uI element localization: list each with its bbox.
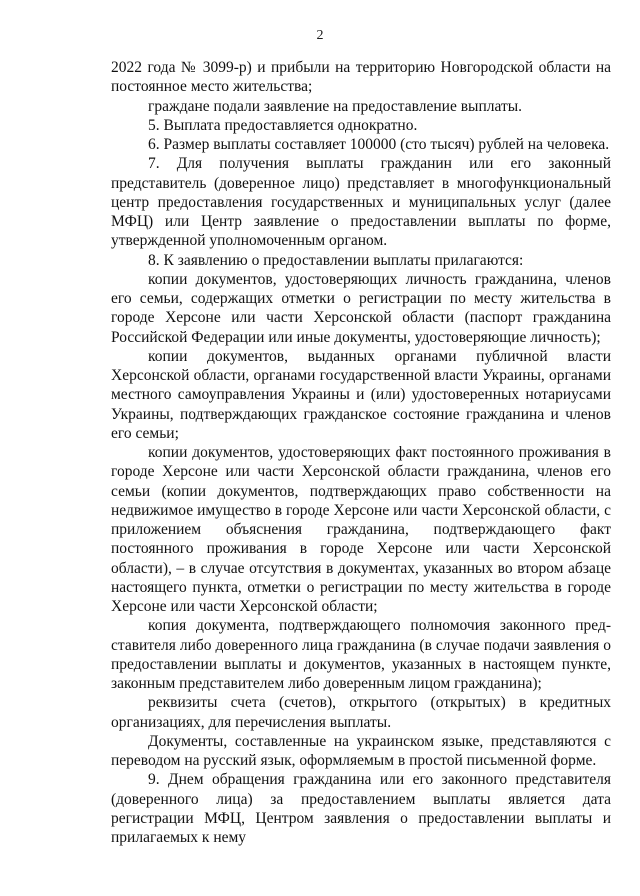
- paragraph-identity-documents: копии документов, удостоверяющих личность гражданина, членов его семьи, содержащих отметки о регистрации по месту жительства в городе Херсоне или части Херсонской области (паспорт гражданина Российской Федерации или иные документы, удостоверяющие личность);: [111, 270, 611, 346]
- paragraph-item-7: 7. Для получения выплаты гражданин или его законный представитель (доверенное лицо) представляет в многофункциональный центр предоставления государственных и муниципальных услуг (далее МФЦ) или Центр заявление о предоставлении выплаты по форме, утвержденной уполномоченным органом.: [111, 155, 611, 250]
- paragraph-application-condition: граждане подали заявление на предоставление выплаты.: [148, 97, 523, 115]
- paragraph-civil-status-documents: копии документов, выданных органами публичной власти Херсонской области, органами государственной власти Украины, органами местного самоуправления Украины и (или) удостоверенных нотариусами Украины, подтверждающих гражданское состояние гражданина и членов его семьи;: [111, 347, 611, 442]
- paragraph-item-8: 8. К заявлению о предоставлении выплаты прилагаются:: [148, 251, 524, 269]
- paragraph-translation: Документы, составленные на украинском языке, представляются с переводом на русский язык, оформляемым в простой письменной форме.: [111, 732, 611, 769]
- paragraph-representative-document: копия документа, подтверждающего полномочия законного пред-ставителя либо доверенного лица гражданина (в случае подачи заявления о предоставлении выплаты и документов, указанных в настоящем пункте, законным представителем либо доверенным лицом гражданина);: [111, 617, 611, 692]
- page-number: 2: [316, 28, 324, 43]
- paragraph-residence-documents: копии документов, удостоверяющих факт постоянного проживания в городе Херсоне или части Херсонской области гражданина, членов его семьи (копии документов, подтверждающих право собственности на недвижимое имущество в городе Херсоне или части Херсонской области, с приложением объяснения гражданина, подтверждающего факт постоянного проживания в городе Херсоне или части Херсонской области), – в случае отсутствия в документах, указанных во втором абзаце настоящего пункта, отметки о регистрации по месту жительства в городе Херсоне или части Херсонской области;: [111, 444, 611, 615]
- paragraph-continuation: 2022 года № 3099-р) и прибыли на территорию Новгородской области на постоянное место жительства;: [111, 59, 611, 96]
- paragraph-item-9: 9. Днем обращения гражданина или его законного представителя (доверенного лица) за предоставлением выплаты является дата регистрации МФЦ, Центром заявления о предоставлении выплаты и прилагаемых к нему: [111, 771, 611, 846]
- paragraph-item-6: 6. Размер выплаты составляет 100000 (сто тысяч) рублей на человека.: [148, 136, 610, 153]
- paragraph-item-5: 5. Выплата предоставляется однократно.: [148, 116, 418, 134]
- paragraph-bank-details: реквизиты счета (счетов), открытого (открытых) в кредитных организациях, для перечисления выплаты.: [111, 694, 611, 731]
- document-body: [111, 58, 611, 847]
